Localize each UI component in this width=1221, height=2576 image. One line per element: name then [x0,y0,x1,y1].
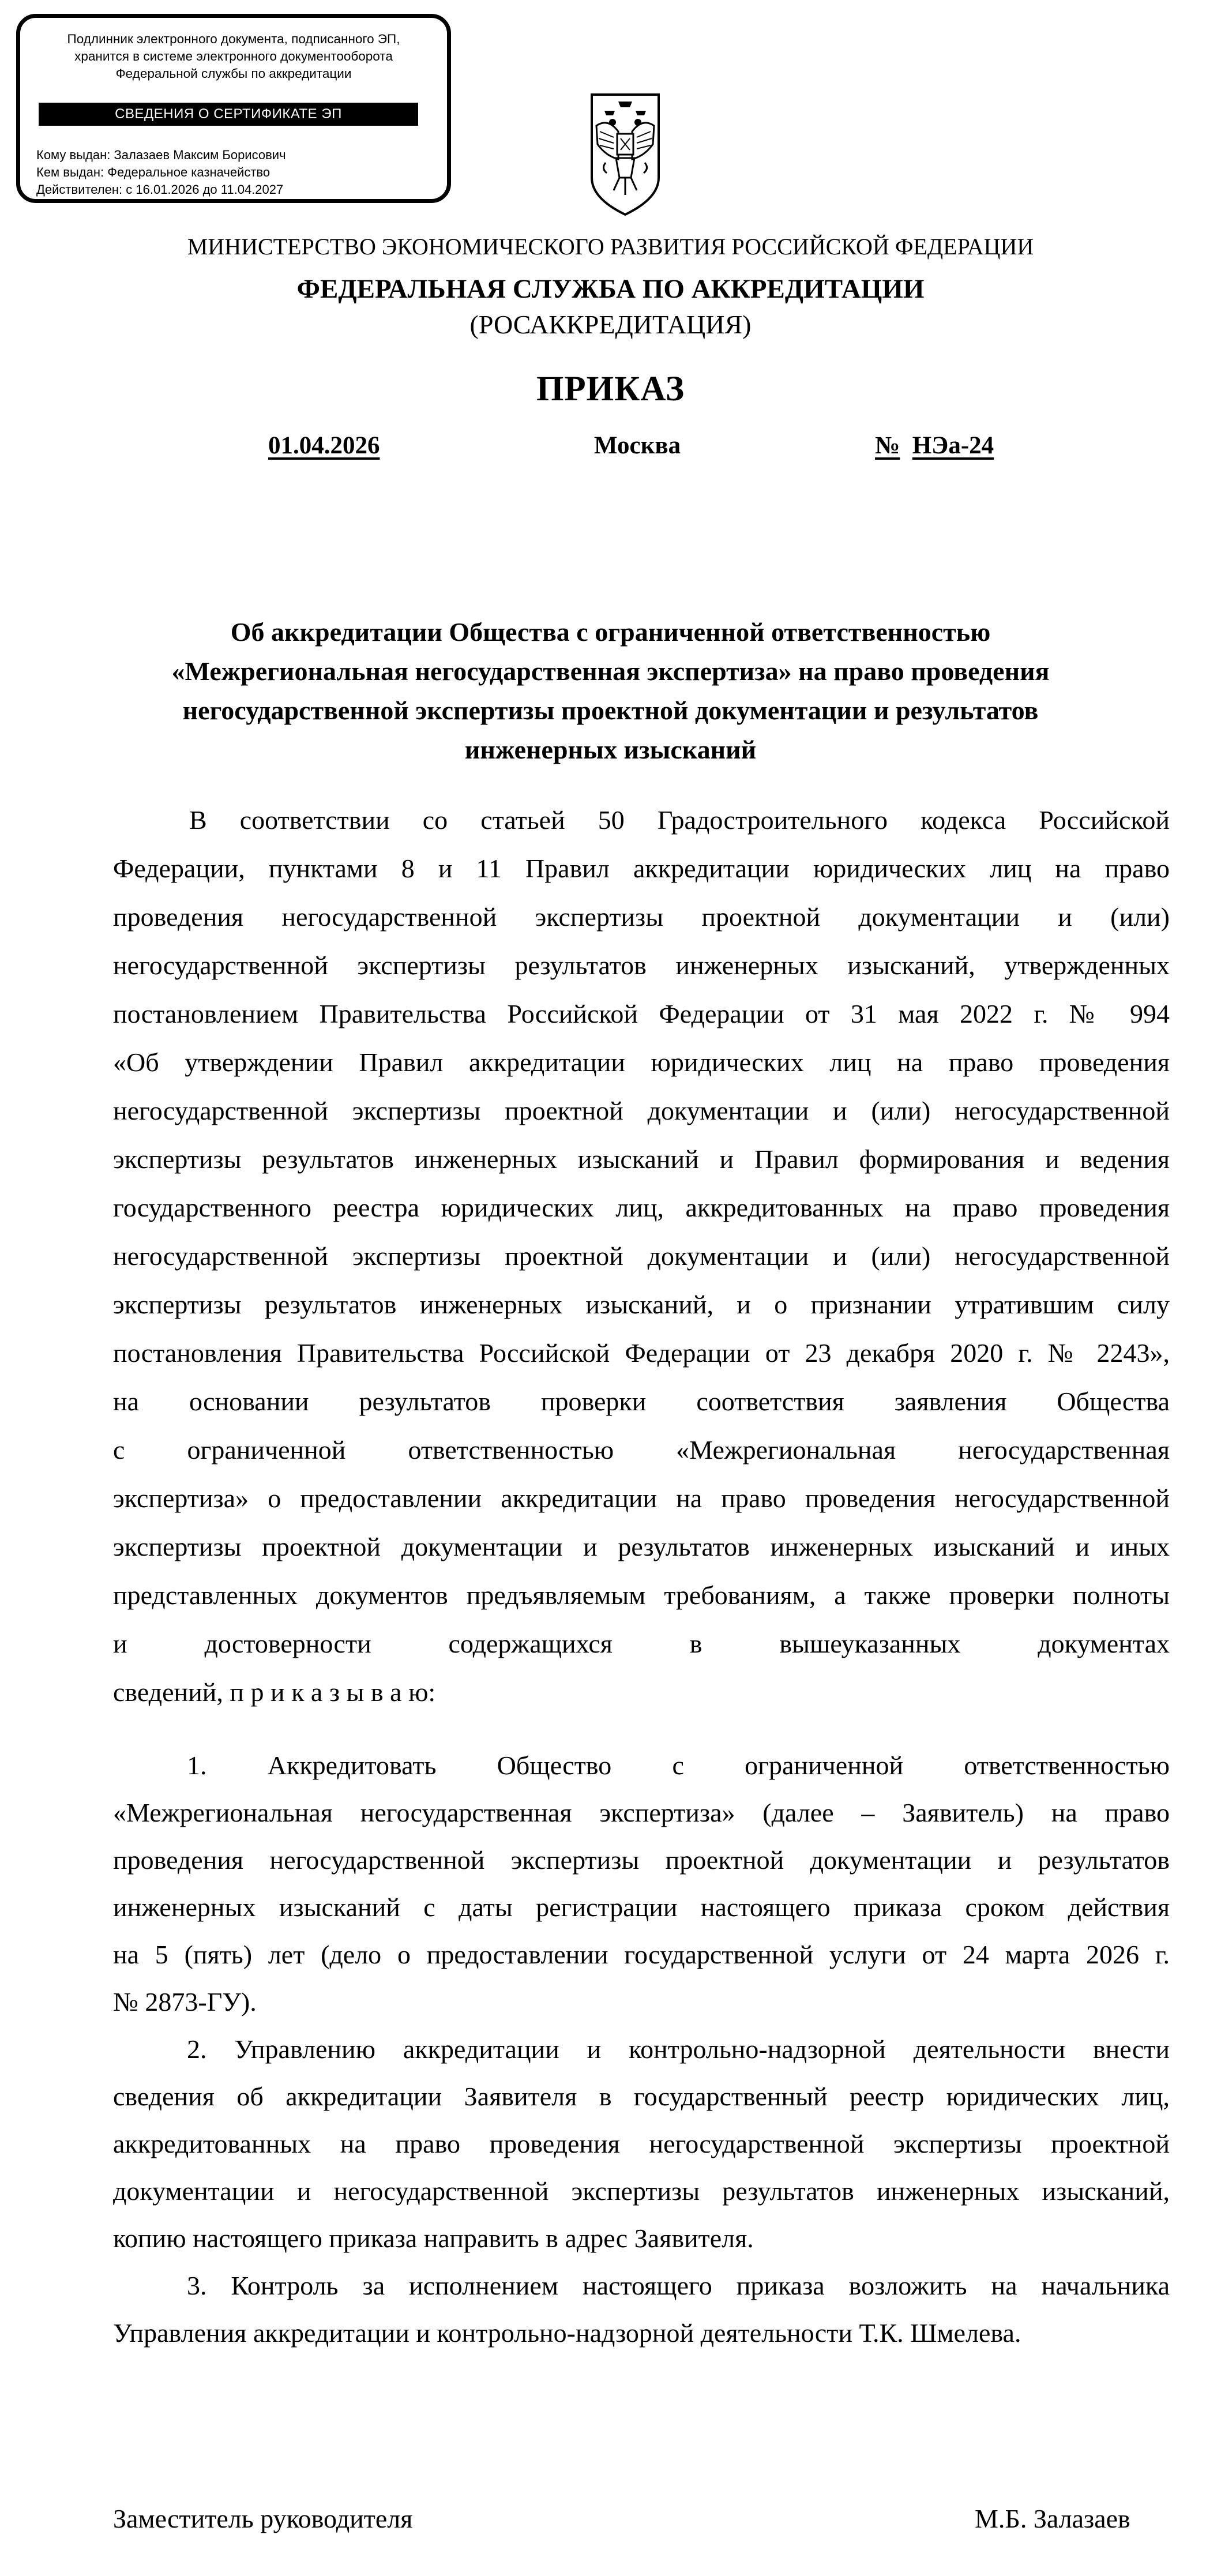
preamble-line: В соответствии со статьей 50 Градостроительного кодекса Российской [189,805,1170,835]
subject-line: Об аккредитации Общества с ограниченной ответственностью [230,617,991,647]
item-line: 2. Управлению аккредитации и контрольно-надзорной деятельности внести [187,2034,1170,2064]
preamble-line: экспертизы результатов инженерных изысканий и Правил формирования и ведения [113,1144,1170,1174]
preamble-line: государственного реестра юридических лиц, аккредитованных на право проведения [113,1193,1170,1222]
certificate-issued-by: Кем выдан: Федеральное казначейство [36,165,271,179]
service-name: ФЕДЕРАЛЬНАЯ СЛУЖБА ПО АККРЕДИТАЦИИ [296,274,925,304]
preamble-line: с ограниченной ответственностью «Межрегиональная негосударственная [113,1435,1170,1465]
stamp-header-line: хранится в системе электронного документооборота [74,49,393,63]
signature-stamp [16,14,451,203]
stamp-header-line: Подлинник электронного документа, подписанного ЭП, [67,32,400,46]
item-line: аккредитованных на право проведения негосударственной экспертизы проектной [113,2129,1170,2158]
preamble-line: экспертизы результатов инженерных изысканий, и о признании утратившим силу [113,1290,1170,1319]
preamble-line: на основании результатов проверки соответствия заявления Общества [113,1387,1170,1416]
item-line: инженерных изысканий с даты регистрации настоящего приказа сроком действия [113,1892,1170,1922]
preamble-line: Федерации, пунктами 8 и 11 Правил аккредитации юридических лиц на право [113,854,1170,883]
preamble-line: экспертизы проектной документации и результатов инженерных изысканий и иных [113,1532,1170,1561]
item-line: Управления аккредитации и контрольно-надзорной деятельности Т.К. Шмелева. [113,2318,1021,2348]
preamble-line: постановлением Правительства Российской Федерации от 31 мая 2022 г. № 994 [113,999,1170,1028]
preamble-line: проведения негосударственной экспертизы проектной документации и (или) [113,902,1170,932]
subject-line: инженерных изысканий [464,735,757,764]
preamble-line: «Об утверждении Правил аккредитации юридических лиц на право проведения [113,1047,1170,1077]
preamble-line: представленных документов предъявляемым требованиям, а также проверки полноты [113,1580,1170,1610]
signatory-name: М.Б. Залазаев [975,2504,1130,2533]
order-number [875,431,994,460]
preamble-line: и достоверности содержащихся в вышеуказанных документах [113,1629,1170,1658]
item-line: копию настоящего приказа направить в адрес Заявителя. [113,2224,754,2253]
subject-line: «Межрегиональная негосударственная экспертиза» на право проведения [171,656,1050,686]
item-line: проведения негосударственной экспертизы проектной документации и результатов [113,1845,1170,1875]
item-line: 3. Контроль за исполнением настоящего приказа возложить на начальника [187,2271,1170,2300]
state-emblem-icon [585,91,666,219]
order-date [268,431,380,460]
item-line: 1. Аккредитовать Общество с ограниченной ответственностью [187,1751,1170,1780]
preamble-line: экспертиза» о предоставлении аккредитации на право проведения негосударственной [113,1484,1170,1513]
certificate-validity: Действителен: с 16.01.2026 до 11.04.2027 [36,182,284,197]
preamble-line: негосударственной экспертизы проектной документации и (или) негосударственной [113,1241,1170,1271]
order-subject [113,613,1108,769]
stamp-header [26,31,441,82]
certificate-issued-to: Кому выдан: Залазаев Максим Борисович [36,148,286,162]
item-line: на 5 (пять) лет (дело о предоставлении государственной услуги от 24 марта 2026 г. [113,1940,1170,1969]
order-city: Москва [594,432,681,459]
preamble-line: негосударственной экспертизы проектной документации и (или) негосударственной [113,1096,1170,1125]
stamp-header-line: Федеральной службы по аккредитации [115,66,352,81]
certificate-info [36,147,441,198]
subject-line: негосударственной экспертизы проектной документации и результатов [182,696,1039,725]
order-number-label: № [875,432,900,459]
order-number-value: НЭа-24 [912,432,994,459]
item-line: сведения об аккредитации Заявителя в государственный реестр юридических лиц, [113,2082,1170,2111]
item-line: «Межрегиональная негосударственная экспертиза» (далее – Заявитель) на право [113,1798,1170,1827]
preamble-line: сведений, п р и к а з ы в а ю: [113,1677,436,1707]
preamble-paragraph [113,796,1170,1717]
item-line: № 2873-ГУ). [113,1987,257,2017]
item-line: документации и негосударственной экспертизы результатов инженерных изысканий, [113,2176,1170,2206]
certificate-title: СВЕДЕНИЯ О СЕРТИФИКАТЕ ЭП [39,103,418,126]
order-items [113,1742,1170,2357]
preamble-line: постановления Правительства Российской Федерации от 23 декабря 2020 г. № 2243», [113,1338,1170,1368]
signatory-position: Заместитель руководителя [113,2504,413,2533]
order-date-value: 01.04.2026 [268,432,380,459]
ministry-name: МИНИСТЕРСТВО ЭКОНОМИЧЕСКОГО РАЗВИТИЯ РОССИЙСКОЙ ФЕДЕРАЦИИ [187,234,1034,260]
document-type-title: ПРИКАЗ [536,370,685,408]
service-abbreviation: (РОСАККРЕДИТАЦИЯ) [469,310,752,339]
preamble-line: негосударственной экспертизы результатов инженерных изысканий, утвержденных [113,951,1170,980]
